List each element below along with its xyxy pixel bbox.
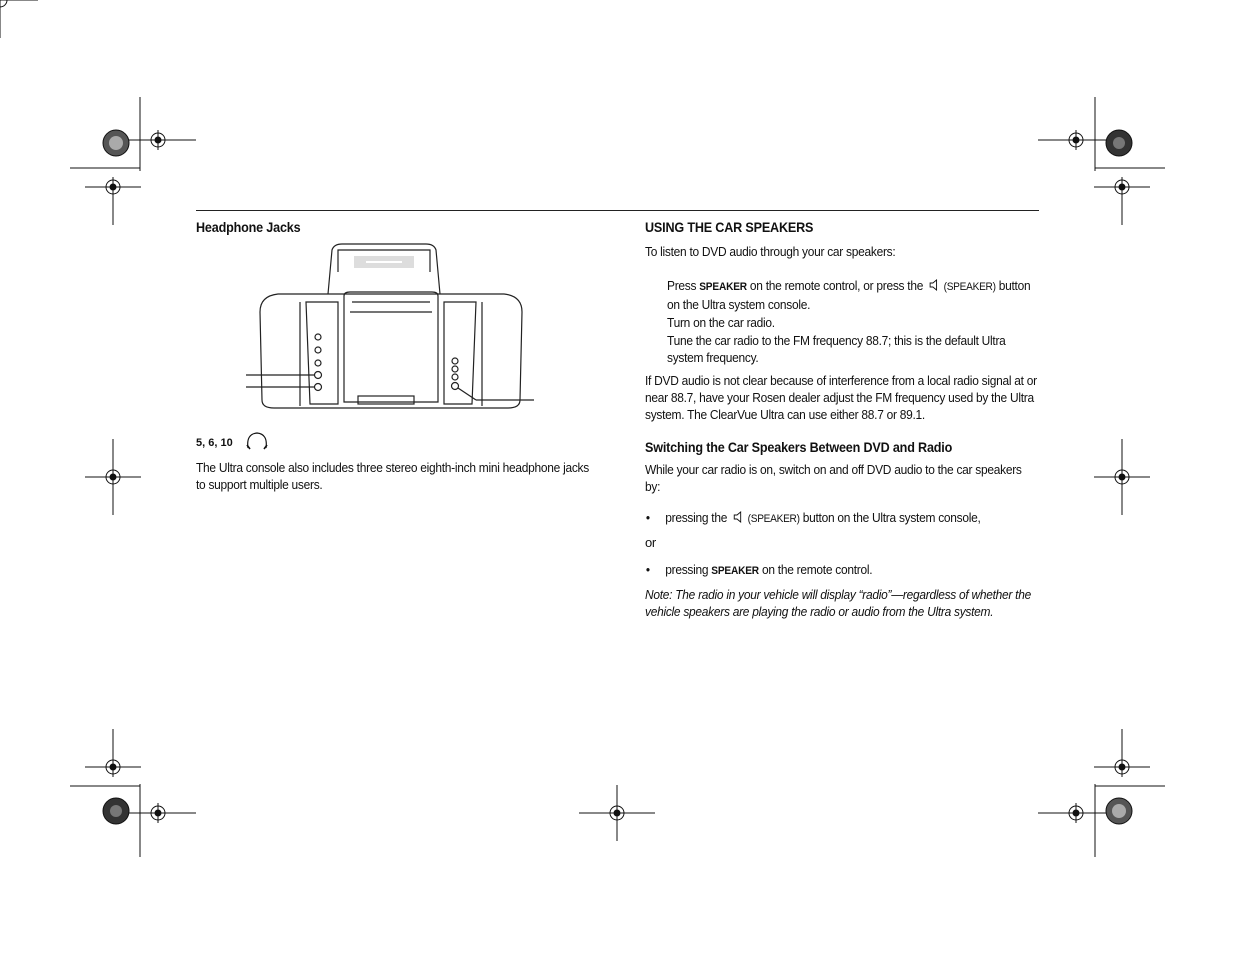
note-text: Note: The radio in your vehicle will display “radio”—regardless of whether the vehicle speakers are playing the radio or audio from the Ultra system. [645, 587, 1031, 619]
step-2: Turn on the car radio. [667, 315, 775, 330]
car-speakers-heading: USING THE CAR SPEAKERS [645, 219, 814, 235]
step1-text-b: on the remote control, or press the [749, 278, 924, 293]
steps-list [667, 277, 1030, 366]
switch-bullets-2 [645, 561, 1037, 580]
bullet2-text-b: on the remote control. [761, 562, 873, 577]
speaker-label: (SPEAKER) [943, 281, 996, 293]
switching-intro: While your car radio is on, switch on and off DVD audio to the car speakers by: [645, 462, 1022, 494]
step-3: Tune the car radio to the FM frequency 88.7; this is the default Ultra system frequency. [667, 333, 1006, 365]
console-illustration [246, 242, 536, 412]
switch-bullets [645, 509, 1037, 528]
bullet-2 [645, 561, 1037, 580]
step1-text-a: Press [667, 278, 697, 293]
switching-subheading: Switching the Car Speakers Between DVD and Radio [645, 439, 953, 455]
speaker-key: SPEAKER [699, 281, 747, 293]
right-column [645, 219, 1040, 620]
left-column [196, 219, 596, 235]
step1-text-d: button on the Ultra system console. [667, 278, 1031, 312]
headphone-icon [244, 430, 270, 452]
callout-numbers: 5, 6, 10 [196, 437, 233, 449]
interference-paragraph: If DVD audio is not clear because of interference from a local radio signal at or near 88.7, have your Rosen dealer adjust the FM frequency used by the Ultra system. The ClearVue Ultra can use either 88.7 or 89.1. [645, 373, 1037, 422]
header-rule [196, 210, 1039, 211]
bullet1-text-c: button on the Ultra system console, [802, 510, 981, 525]
headphone-jacks-heading: Headphone Jacks [196, 219, 301, 235]
bullet2-text-a: pressing [665, 562, 709, 577]
speaker-key: SPEAKER [711, 565, 759, 577]
bullet-1 [645, 509, 1037, 528]
or-text: or [645, 535, 656, 550]
headphone-description: The Ultra console also includes three stereo eighth-inch mini headphone jacks to support multiple users. [196, 460, 589, 492]
bullet1-text-a: pressing the [665, 510, 728, 525]
speaker-icon [733, 511, 744, 523]
speaker-icon [929, 279, 940, 291]
step-1 [667, 277, 1030, 313]
intro-text: To listen to DVD audio through your car speakers: [645, 244, 896, 259]
left-paragraph-block [196, 459, 596, 493]
speaker-label: (SPEAKER) [747, 513, 800, 525]
